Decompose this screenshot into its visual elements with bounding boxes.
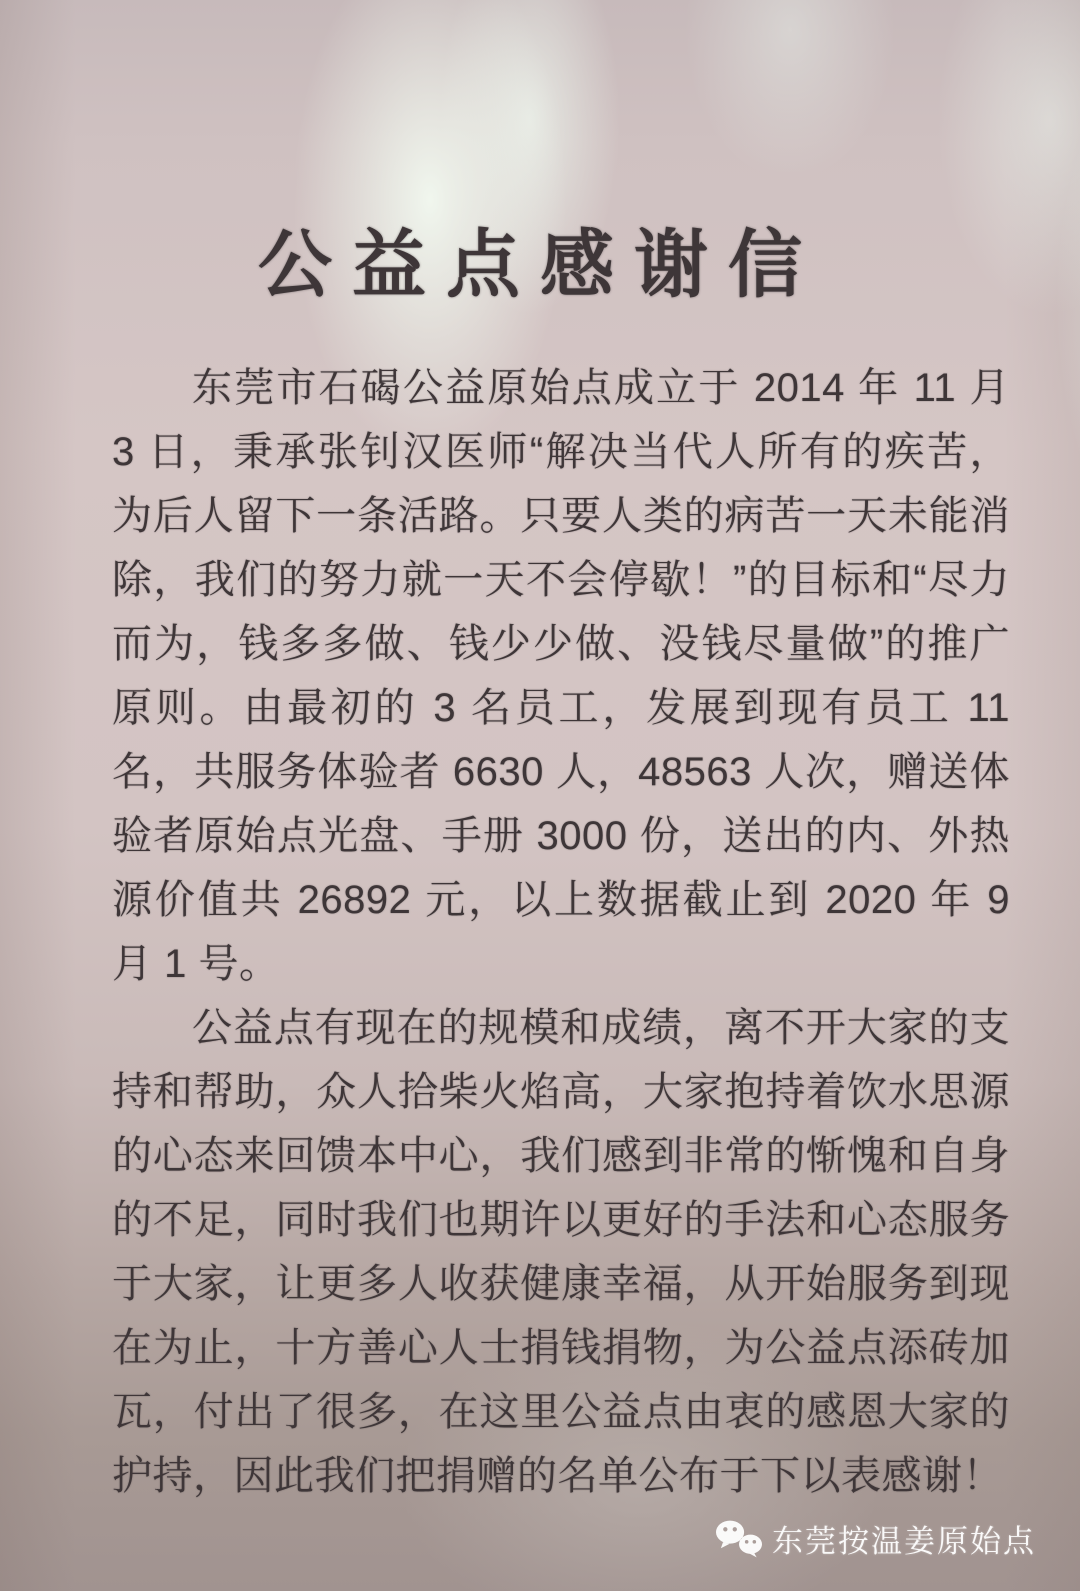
wechat-icon <box>716 1519 762 1558</box>
letter-title: 公益点感谢信 <box>258 223 822 306</box>
letter-paragraph-2: 公益点有现在的规模和成绩，离不开大家的支持和帮助，众人拾柴火焰高，大家抱持着饮水思源的心态来回馈本中心，我们感到非常的惭愧和自身的不足，同时我们也期许以更好的手法和心态服务于大家，让更多人收获健康幸福，从开始服务到现在为止，十方善心人士捐钱捐物，为公益点添砖加瓦，付出了很多，在这里公益点由衷的感恩大家的护持，因此我们把捐赠的名单公布于下以表感谢！ <box>112 1006 1010 1498</box>
letter-paragraph-1: 东莞市石碣公益原始点成立于 2014 年 11 月 3 日，秉承张钊汉医师“解决当代人所有的疾苦，为后人留下一条活路。只要人类的病苦一天未能消除，我们的努力就一天不会停歇！”的目标和“尽力而为，钱多多做、钱少少做、没钱尽量做”的推广原则。由最初的 3 名员工，发展到现有员工 11 名，共服务体验者 6630 人，48563 人次，赠送体验者原始点光盘、手册 3000 份，送出的内、外热源价值共 26892 元，以上数据截止到 2020 年 9 月 1 号。 <box>112 366 1010 986</box>
watermark <box>716 1516 1036 1561</box>
watermark-label: 东莞按温姜原始点 <box>772 1524 1036 1559</box>
letter-body <box>112 356 1010 1508</box>
